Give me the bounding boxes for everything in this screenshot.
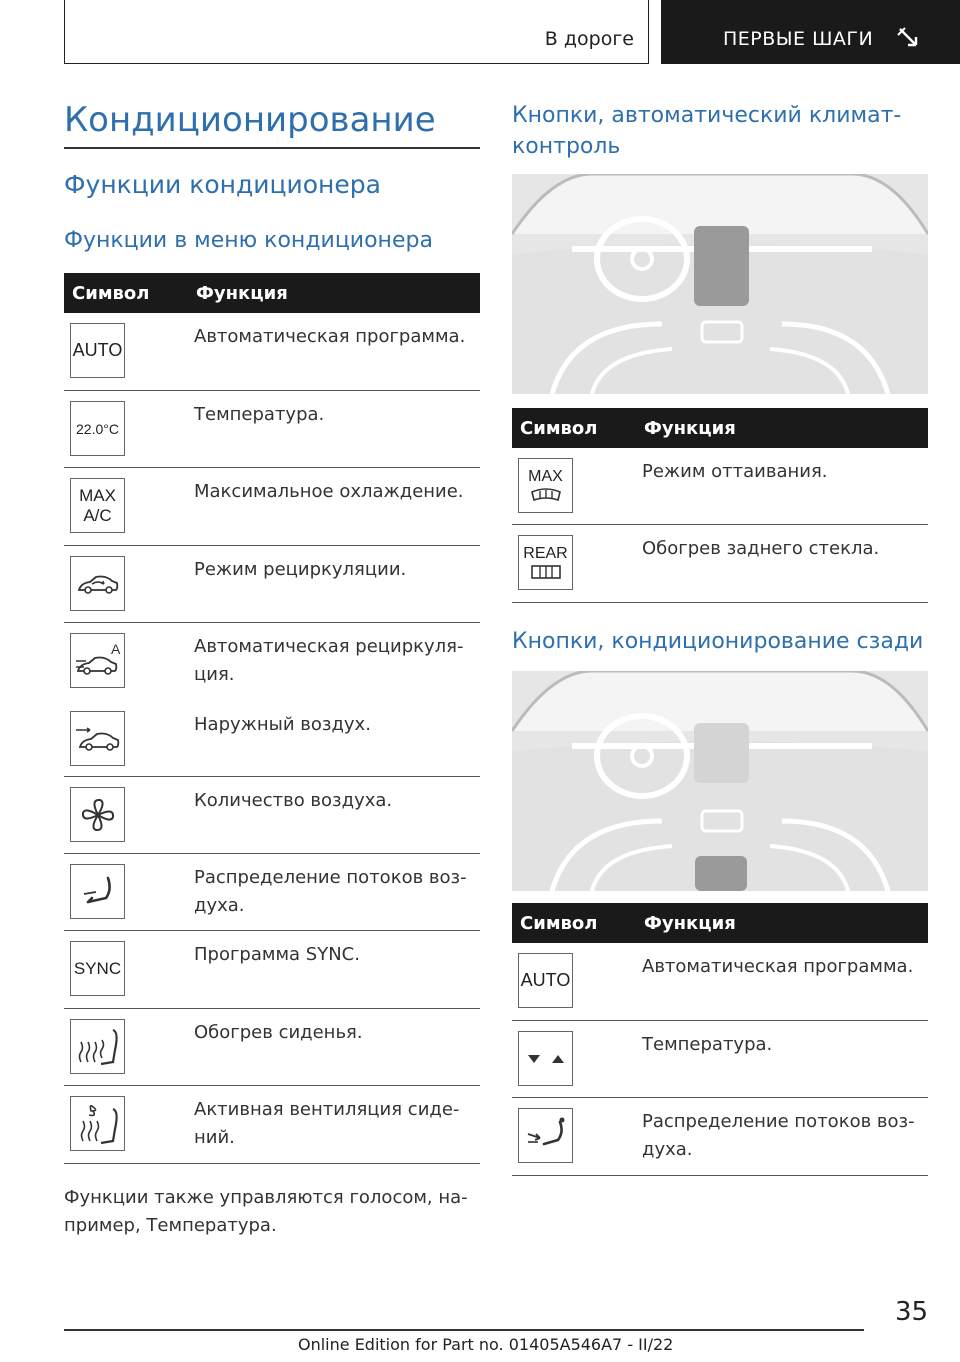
table-row — [512, 1098, 928, 1176]
rear-buttons-heading: Кнопки, кондиционирование сзади — [512, 629, 924, 654]
header-chapter-label: ПЕРВЫЕ ШАГИ — [723, 28, 874, 50]
row-text: Автоматическая программа. — [194, 326, 466, 347]
seat-heating-icon — [70, 1019, 125, 1074]
dashboard-rear-figure — [512, 671, 928, 891]
table-row — [64, 546, 480, 623]
table-row — [64, 777, 480, 854]
footer-edition: Online Edition for Part no. 01405A546A7 - II/22 — [298, 1335, 674, 1354]
front-buttons-heading — [512, 100, 901, 162]
col-symbol-header: Символ — [72, 283, 150, 304]
temperature-icon — [70, 401, 125, 456]
table-row — [512, 448, 928, 525]
page-number: 35 — [895, 1297, 929, 1327]
row-text: Максимальное охлаждение. — [194, 481, 464, 502]
max-defrost-label: MAX — [528, 467, 563, 485]
front-table-header — [512, 408, 928, 448]
table-row — [512, 943, 928, 1021]
table-row — [64, 313, 480, 391]
rear-defrost-label: REAR — [523, 544, 568, 562]
voice-note — [64, 1184, 480, 1240]
header-chapter-tab — [661, 0, 960, 64]
row-text: Автоматическая рециркуля- — [194, 636, 464, 657]
table-row — [512, 1021, 928, 1098]
sync-icon — [70, 941, 125, 996]
row-text: Активная вентиляция сиде- — [194, 1099, 460, 1120]
voice-note-line1: Функции также управляются голосом, на- — [64, 1187, 468, 1208]
table-row — [64, 623, 480, 701]
section-heading: Функции кондиционера — [64, 170, 381, 199]
front-heading-line1: Кнопки, автоматический климат- — [512, 103, 902, 128]
temperature-label: 22.0°C — [76, 420, 119, 437]
max-ac-icon — [70, 478, 125, 533]
row-text: Обогрев сиденья. — [194, 1022, 363, 1043]
rear-auto-label: AUTO — [520, 970, 571, 990]
row-text: Температура. — [642, 1034, 773, 1055]
row-text: Количество воздуха. — [194, 790, 393, 811]
row-text: Температура. — [194, 404, 325, 425]
auto-recirculation-icon — [70, 633, 125, 688]
table-row — [64, 1009, 480, 1086]
rear-table-header — [512, 903, 928, 943]
row-text: Наружный воздух. — [194, 714, 371, 735]
fan-icon — [70, 787, 125, 842]
table-row — [64, 931, 480, 1009]
ac-label: A/C — [83, 505, 112, 525]
table-row — [512, 525, 928, 603]
table-row — [64, 1086, 480, 1164]
row-text: Режим рециркуляции. — [194, 559, 407, 580]
temperature-arrows-icon — [518, 1031, 573, 1086]
auto-icon — [518, 953, 573, 1008]
subsection-heading: Функции в меню кондиционера — [64, 228, 433, 253]
row-text: Обогрев заднего стекла. — [642, 538, 880, 559]
page-title: Кондиционирование — [64, 100, 436, 140]
auto-letter: A — [110, 640, 120, 657]
auto-label: AUTO — [72, 340, 123, 360]
row-text: Распределение потоков воз- — [194, 867, 467, 888]
dashboard-front-figure — [512, 174, 928, 394]
rear-air-distribution-icon — [518, 1108, 573, 1163]
rear-col-function: Функция — [644, 913, 736, 934]
recirculation-icon — [70, 556, 125, 611]
air-distribution-icon — [70, 864, 125, 919]
rear-col-symbol: Символ — [520, 913, 598, 934]
row-text-cont: ний. — [194, 1127, 235, 1148]
table-row — [64, 391, 480, 468]
table-row — [64, 701, 480, 777]
front-heading-line2: контроль — [512, 134, 621, 159]
seat-ventilation-icon — [70, 1096, 125, 1151]
front-col-symbol: Символ — [520, 418, 598, 439]
row-text-cont: духа. — [642, 1139, 693, 1160]
row-text-cont: ция. — [194, 664, 235, 685]
front-col-function: Функция — [644, 418, 736, 439]
table-header — [64, 273, 480, 313]
row-text: Программа SYNC. — [194, 944, 360, 965]
header-section-tab — [64, 0, 649, 64]
header-section-label: В дороге — [544, 28, 634, 50]
table-row — [64, 854, 480, 931]
footer-divider — [64, 1329, 864, 1331]
max-label: MAX — [79, 485, 116, 505]
row-text: Автоматическая программа. — [642, 956, 914, 977]
outside-air-icon — [70, 711, 125, 766]
col-function-header: Функция — [196, 283, 288, 304]
auto-icon — [70, 323, 125, 378]
voice-note-line2: пример, Температура. — [64, 1215, 277, 1236]
row-text: Режим оттаивания. — [642, 461, 828, 482]
max-defrost-icon — [518, 458, 573, 513]
quickstart-arrow-icon — [896, 26, 920, 50]
row-text: Распределение потоков воз- — [642, 1111, 915, 1132]
title-divider — [64, 147, 480, 149]
table-row — [64, 468, 480, 546]
sync-label: SYNC — [73, 958, 122, 978]
row-text-cont: духа. — [194, 895, 245, 916]
rear-defrost-icon — [518, 535, 573, 590]
